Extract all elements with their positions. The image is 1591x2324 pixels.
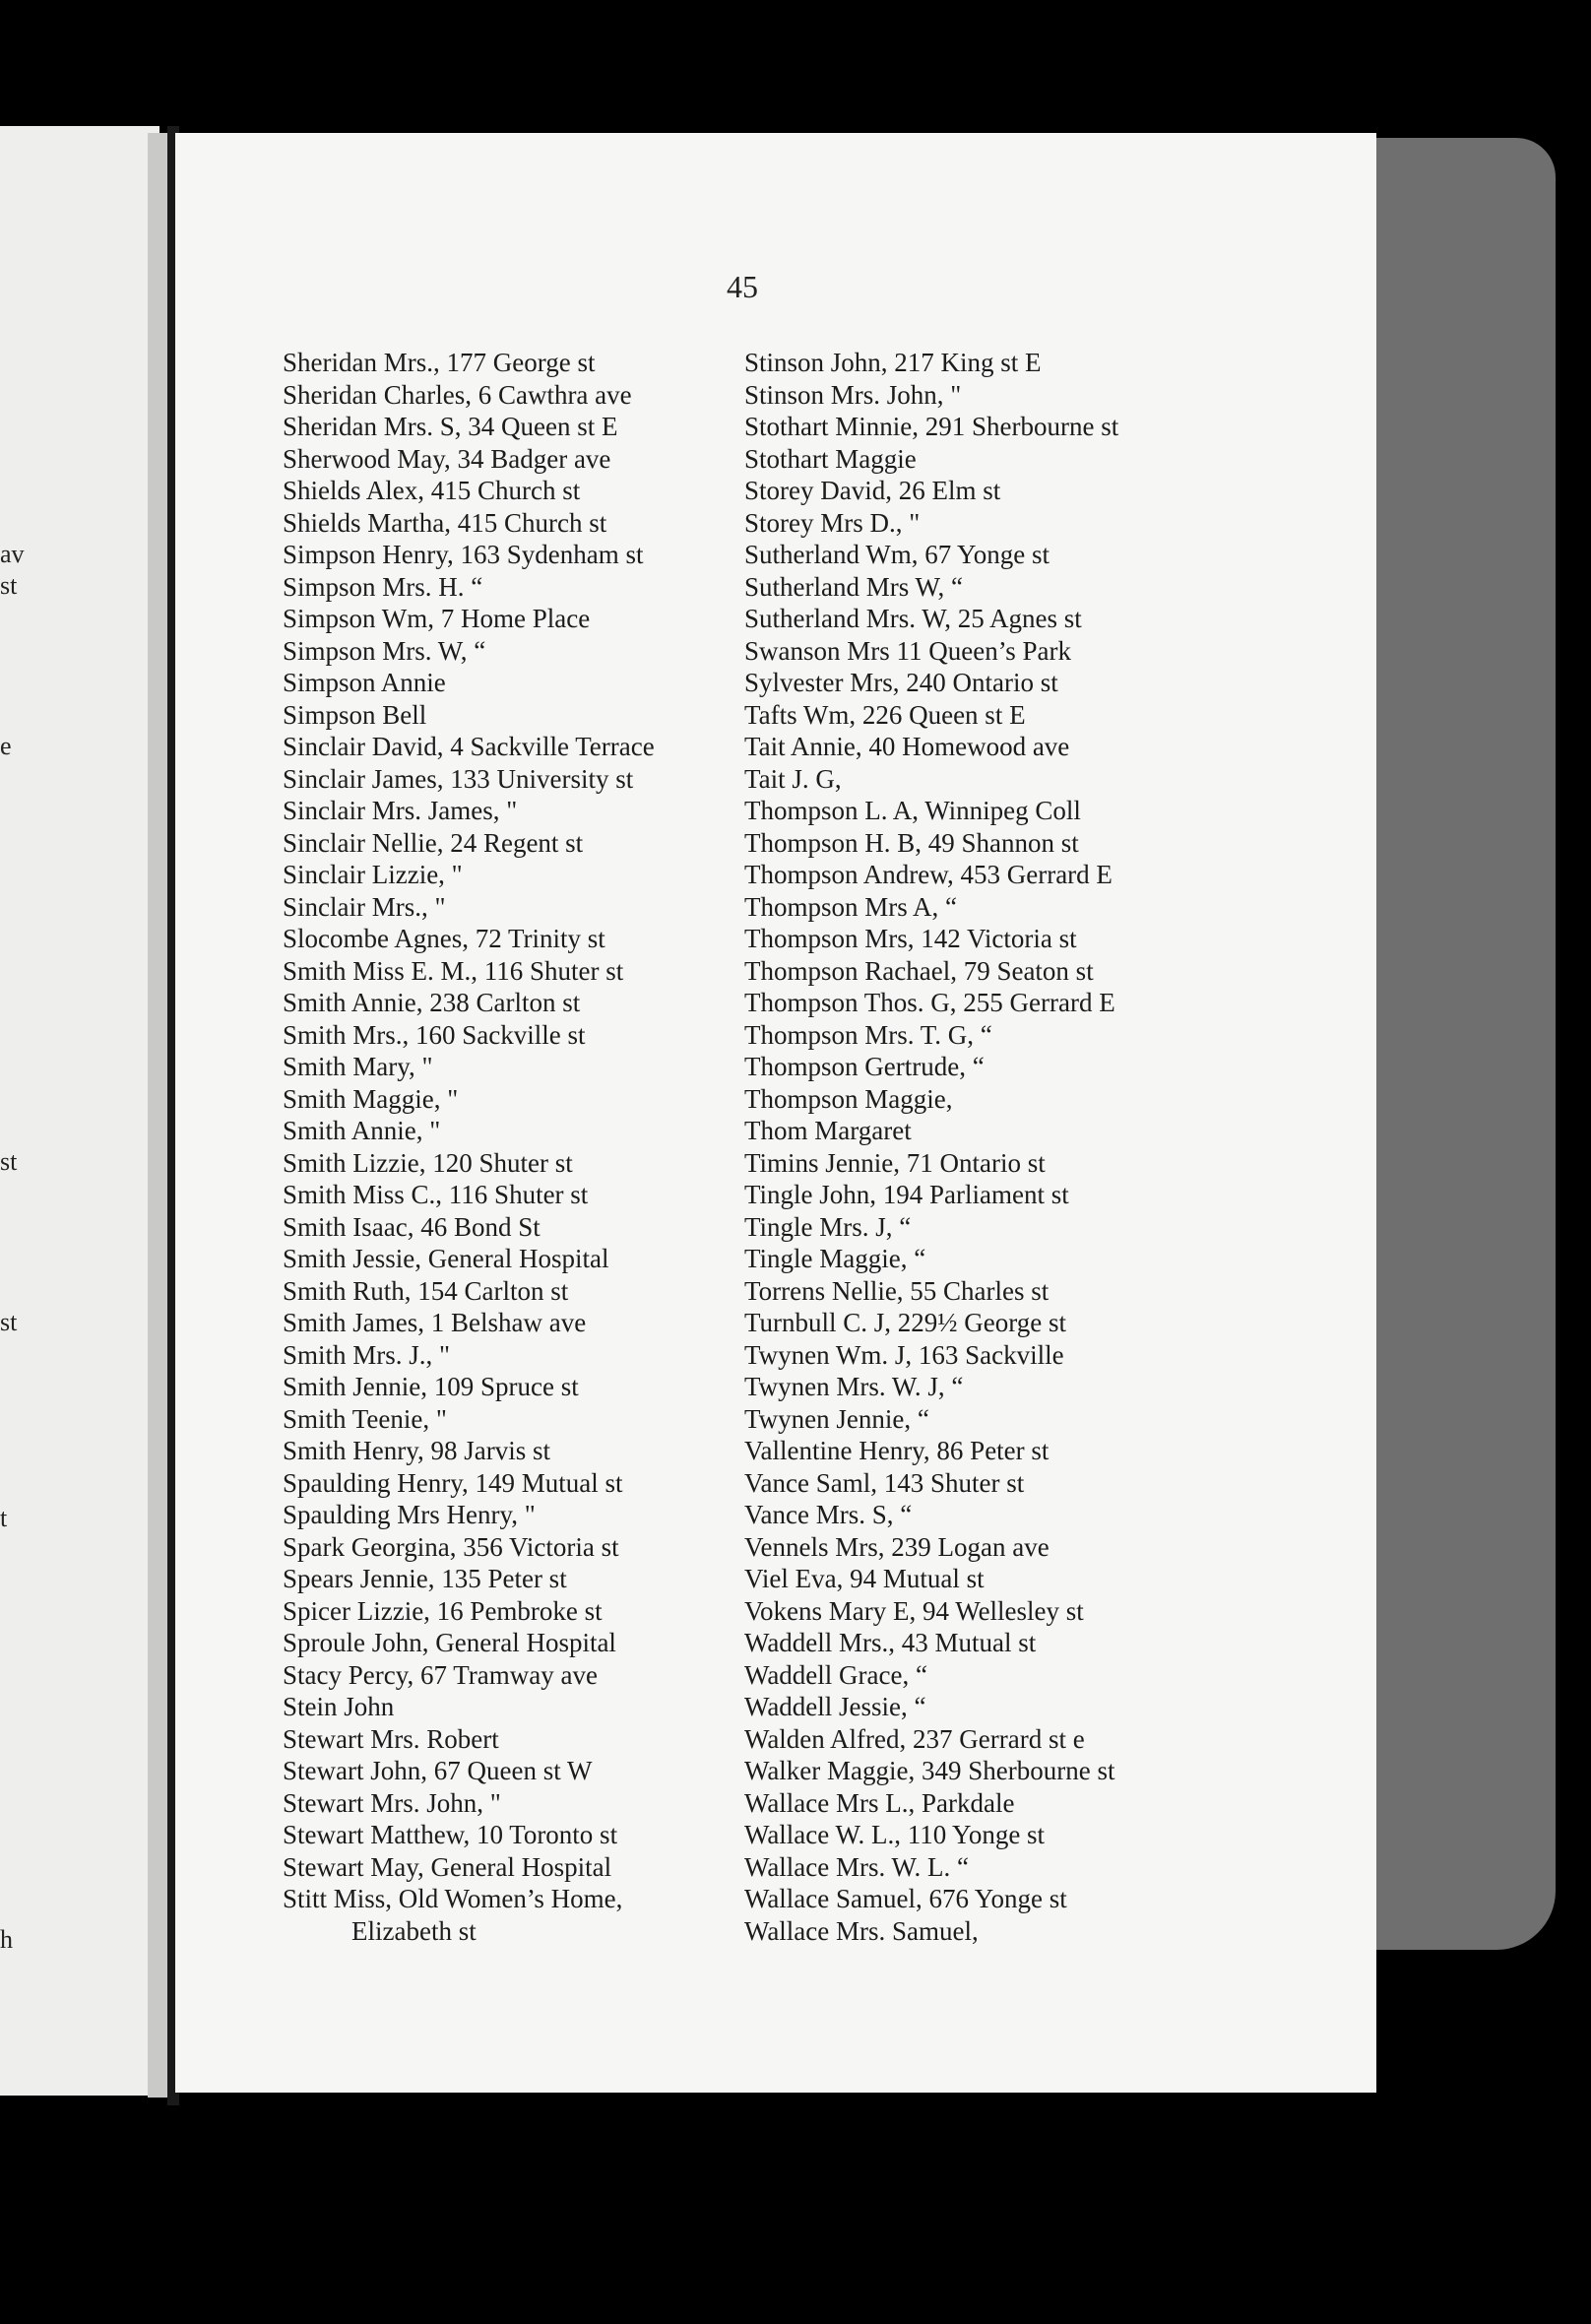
directory-entry: Slocombe Agnes, 72 Trinity st bbox=[283, 924, 605, 953]
directory-entry: Tingle Maggie, “ bbox=[744, 1244, 926, 1273]
directory-entry: Stewart Mrs. Robert bbox=[283, 1723, 499, 1754]
left-page-fragment: e bbox=[0, 732, 12, 760]
directory-entry: Spaulding Henry, 149 Mutual st bbox=[283, 1467, 623, 1498]
directory-entry: Storey Mrs D., " bbox=[744, 507, 921, 538]
directory-entry: Spaulding Mrs Henry, " bbox=[283, 1500, 536, 1529]
directory-entry: Sinclair Mrs. James, " bbox=[283, 796, 518, 825]
directory-entry: Tafts Wm, 226 Queen st E bbox=[744, 699, 1026, 730]
directory-entry: Smith Annie, 238 Carlton st bbox=[283, 988, 581, 1017]
directory-entry: Tait J. G, bbox=[744, 763, 842, 794]
directory-entry: Smith Mrs. J., " bbox=[283, 1339, 451, 1370]
directory-entry: Tingle Mrs. J, “ bbox=[744, 1211, 912, 1242]
left-page-fragment: st bbox=[0, 1308, 18, 1336]
directory-entry: Smith Maggie, " bbox=[283, 1083, 459, 1114]
directory-entry: Sinclair David, 4 Sackville Terrace bbox=[283, 732, 655, 761]
directory-entry: Sutherland Mrs. W, 25 Agnes st bbox=[744, 604, 1082, 633]
directory-entry: Thompson Mrs. T. G, “ bbox=[744, 1019, 992, 1050]
directory-entry: Sinclair Lizzie, " bbox=[283, 860, 463, 889]
directory-entry: Turnbull C. J, 229½ George st bbox=[744, 1308, 1067, 1337]
directory-entry-continuation: Elizabeth st bbox=[351, 1915, 477, 1946]
directory-column-right bbox=[744, 347, 1207, 1947]
directory-entry: Simpson Henry, 163 Sydenham st bbox=[283, 540, 644, 569]
directory-entry: Viel Eva, 94 Mutual st bbox=[744, 1564, 985, 1593]
directory-entry: Tait Annie, 40 Homewood ave bbox=[744, 732, 1070, 761]
directory-entry: Spears Jennie, 135 Peter st bbox=[283, 1564, 567, 1593]
directory-entry: Vennels Mrs, 239 Logan ave bbox=[744, 1531, 1050, 1562]
directory-entry: Smith Henry, 98 Jarvis st bbox=[283, 1436, 550, 1465]
directory-entry: Sheridan Mrs., 177 George st bbox=[283, 348, 596, 377]
directory-entry: Stacy Percy, 67 Tramway ave bbox=[283, 1659, 598, 1690]
directory-entry: Simpson Bell bbox=[283, 699, 427, 730]
directory-entry: Swanson Mrs 11 Queen’s Park bbox=[744, 635, 1071, 666]
directory-entry: Smith Isaac, 46 Bond St bbox=[283, 1211, 541, 1242]
directory-entry: Wallace Mrs. Samuel, bbox=[744, 1915, 979, 1946]
directory-entry: Stewart John, 67 Queen st W bbox=[283, 1756, 593, 1785]
directory-entry: Sutherland Wm, 67 Yonge st bbox=[744, 540, 1050, 569]
directory-entry: Stinson Mrs. John, " bbox=[744, 379, 962, 410]
directory-entry: Smith James, 1 Belshaw ave bbox=[283, 1308, 587, 1337]
directory-entry: Vance Mrs. S, “ bbox=[744, 1500, 913, 1529]
directory-entry: Thompson Mrs A, “ bbox=[744, 891, 957, 922]
directory-entry: Waddell Mrs., 43 Mutual st bbox=[744, 1628, 1037, 1657]
directory-entry: Smith Annie, " bbox=[283, 1116, 441, 1145]
directory-entry: Wallace W. L., 110 Yonge st bbox=[744, 1820, 1046, 1849]
left-page-fragment: st bbox=[0, 1147, 18, 1176]
directory-entry: Thompson L. A, Winnipeg Coll bbox=[744, 796, 1081, 825]
directory-entry: Sutherland Mrs W, “ bbox=[744, 571, 963, 602]
directory-entry: Smith Mary, " bbox=[283, 1052, 433, 1081]
directory-entry: Simpson Annie bbox=[283, 668, 446, 697]
directory-entry: Sinclair Nellie, 24 Regent st bbox=[283, 827, 584, 858]
directory-entry: Thompson Gertrude, “ bbox=[744, 1052, 985, 1081]
directory-entry: Sherwood May, 34 Badger ave bbox=[283, 443, 611, 474]
directory-entry: Stitt Miss, Old Women’s Home, bbox=[283, 1884, 623, 1913]
directory-entry: Smith Jessie, General Hospital bbox=[283, 1244, 609, 1273]
left-page-fragment: h bbox=[0, 1925, 13, 1954]
directory-entry: Stinson John, 217 King st E bbox=[744, 348, 1042, 377]
directory-entry: Shields Alex, 415 Church st bbox=[283, 476, 581, 505]
directory-entry: Sinclair James, 133 University st bbox=[283, 763, 634, 794]
directory-entry: Sheridan Mrs. S, 34 Queen st E bbox=[283, 412, 618, 441]
directory-column-left bbox=[283, 347, 745, 1947]
directory-entry: Twynen Mrs. W. J, “ bbox=[744, 1372, 964, 1401]
directory-entry: Thompson Mrs, 142 Victoria st bbox=[744, 924, 1077, 953]
directory-entry: Torrens Nellie, 55 Charles st bbox=[744, 1275, 1050, 1306]
directory-entry: Stothart Minnie, 291 Sherbourne st bbox=[744, 412, 1119, 441]
directory-entry: Twynen Jennie, “ bbox=[744, 1403, 929, 1434]
directory-entry: Smith Ruth, 154 Carlton st bbox=[283, 1275, 569, 1306]
directory-entry: Simpson Wm, 7 Home Place bbox=[283, 604, 591, 633]
directory-entry: Stewart Matthew, 10 Toronto st bbox=[283, 1820, 618, 1849]
directory-entry: Storey David, 26 Elm st bbox=[744, 476, 1001, 505]
directory-entry: Simpson Mrs. W, “ bbox=[283, 635, 486, 666]
directory-entry: Stewart Mrs. John, " bbox=[283, 1787, 501, 1818]
directory-entry: Tingle John, 194 Parliament st bbox=[744, 1180, 1069, 1209]
directory-entry: Spark Georgina, 356 Victoria st bbox=[283, 1531, 619, 1562]
directory-entry: Vokens Mary E, 94 Wellesley st bbox=[744, 1595, 1084, 1626]
directory-entry: Sproule John, General Hospital bbox=[283, 1628, 616, 1657]
directory-entry: Sylvester Mrs, 240 Ontario st bbox=[744, 668, 1058, 697]
left-page-fragment: st bbox=[0, 571, 18, 600]
left-page-fragment: av bbox=[0, 540, 25, 568]
directory-entry: Walker Maggie, 349 Sherbourne st bbox=[744, 1756, 1115, 1785]
directory-entry: Wallace Mrs. W. L. “ bbox=[744, 1851, 970, 1882]
directory-entry: Stewart May, General Hospital bbox=[283, 1851, 612, 1882]
directory-entry: Stein John bbox=[283, 1692, 395, 1721]
directory-entry: Walden Alfred, 237 Gerrard st e bbox=[744, 1723, 1085, 1754]
directory-entry: Waddell Jessie, “ bbox=[744, 1692, 926, 1721]
directory-entry: Thompson Thos. G, 255 Gerrard E bbox=[744, 988, 1115, 1017]
directory-entry: Smith Mrs., 160 Sackville st bbox=[283, 1019, 586, 1050]
directory-entry: Smith Miss E. M., 116 Shuter st bbox=[283, 955, 624, 986]
directory-entry: Thompson Andrew, 453 Gerrard E bbox=[744, 860, 1113, 889]
directory-entry: Sheridan Charles, 6 Cawthra ave bbox=[283, 379, 632, 410]
directory-entry: Simpson Mrs. H. “ bbox=[283, 571, 483, 602]
directory-entry: Thompson H. B, 49 Shannon st bbox=[744, 827, 1079, 858]
left-page bbox=[0, 126, 159, 2096]
directory-entry: Smith Miss C., 116 Shuter st bbox=[283, 1180, 589, 1209]
directory-entry: Timins Jennie, 71 Ontario st bbox=[744, 1147, 1046, 1178]
directory-entry: Waddell Grace, “ bbox=[744, 1659, 927, 1690]
directory-entry: Twynen Wm. J, 163 Sackville bbox=[744, 1339, 1064, 1370]
directory-entry: Thompson Rachael, 79 Seaton st bbox=[744, 955, 1094, 986]
directory-entry: Spicer Lizzie, 16 Pembroke st bbox=[283, 1595, 603, 1626]
directory-entry: Stothart Maggie bbox=[744, 443, 917, 474]
directory-entry: Sinclair Mrs., " bbox=[283, 891, 446, 922]
directory-entry: Vance Saml, 143 Shuter st bbox=[744, 1467, 1025, 1498]
directory-entry: Thompson Maggie, bbox=[744, 1083, 953, 1114]
left-page-edge bbox=[148, 133, 167, 2098]
directory-entry: Wallace Mrs L., Parkdale bbox=[744, 1787, 1015, 1818]
directory-entry: Smith Lizzie, 120 Shuter st bbox=[283, 1147, 573, 1178]
directory-entry: Shields Martha, 415 Church st bbox=[283, 507, 607, 538]
directory-entry: Thom Margaret bbox=[744, 1116, 912, 1145]
left-page-fragment: t bbox=[0, 1504, 8, 1532]
directory-entry: Smith Teenie, " bbox=[283, 1403, 447, 1434]
page-number: 45 bbox=[727, 269, 758, 304]
directory-entry: Vallentine Henry, 86 Peter st bbox=[744, 1436, 1050, 1465]
directory-entry: Wallace Samuel, 676 Yonge st bbox=[744, 1884, 1067, 1913]
directory-entry: Smith Jennie, 109 Spruce st bbox=[283, 1372, 579, 1401]
